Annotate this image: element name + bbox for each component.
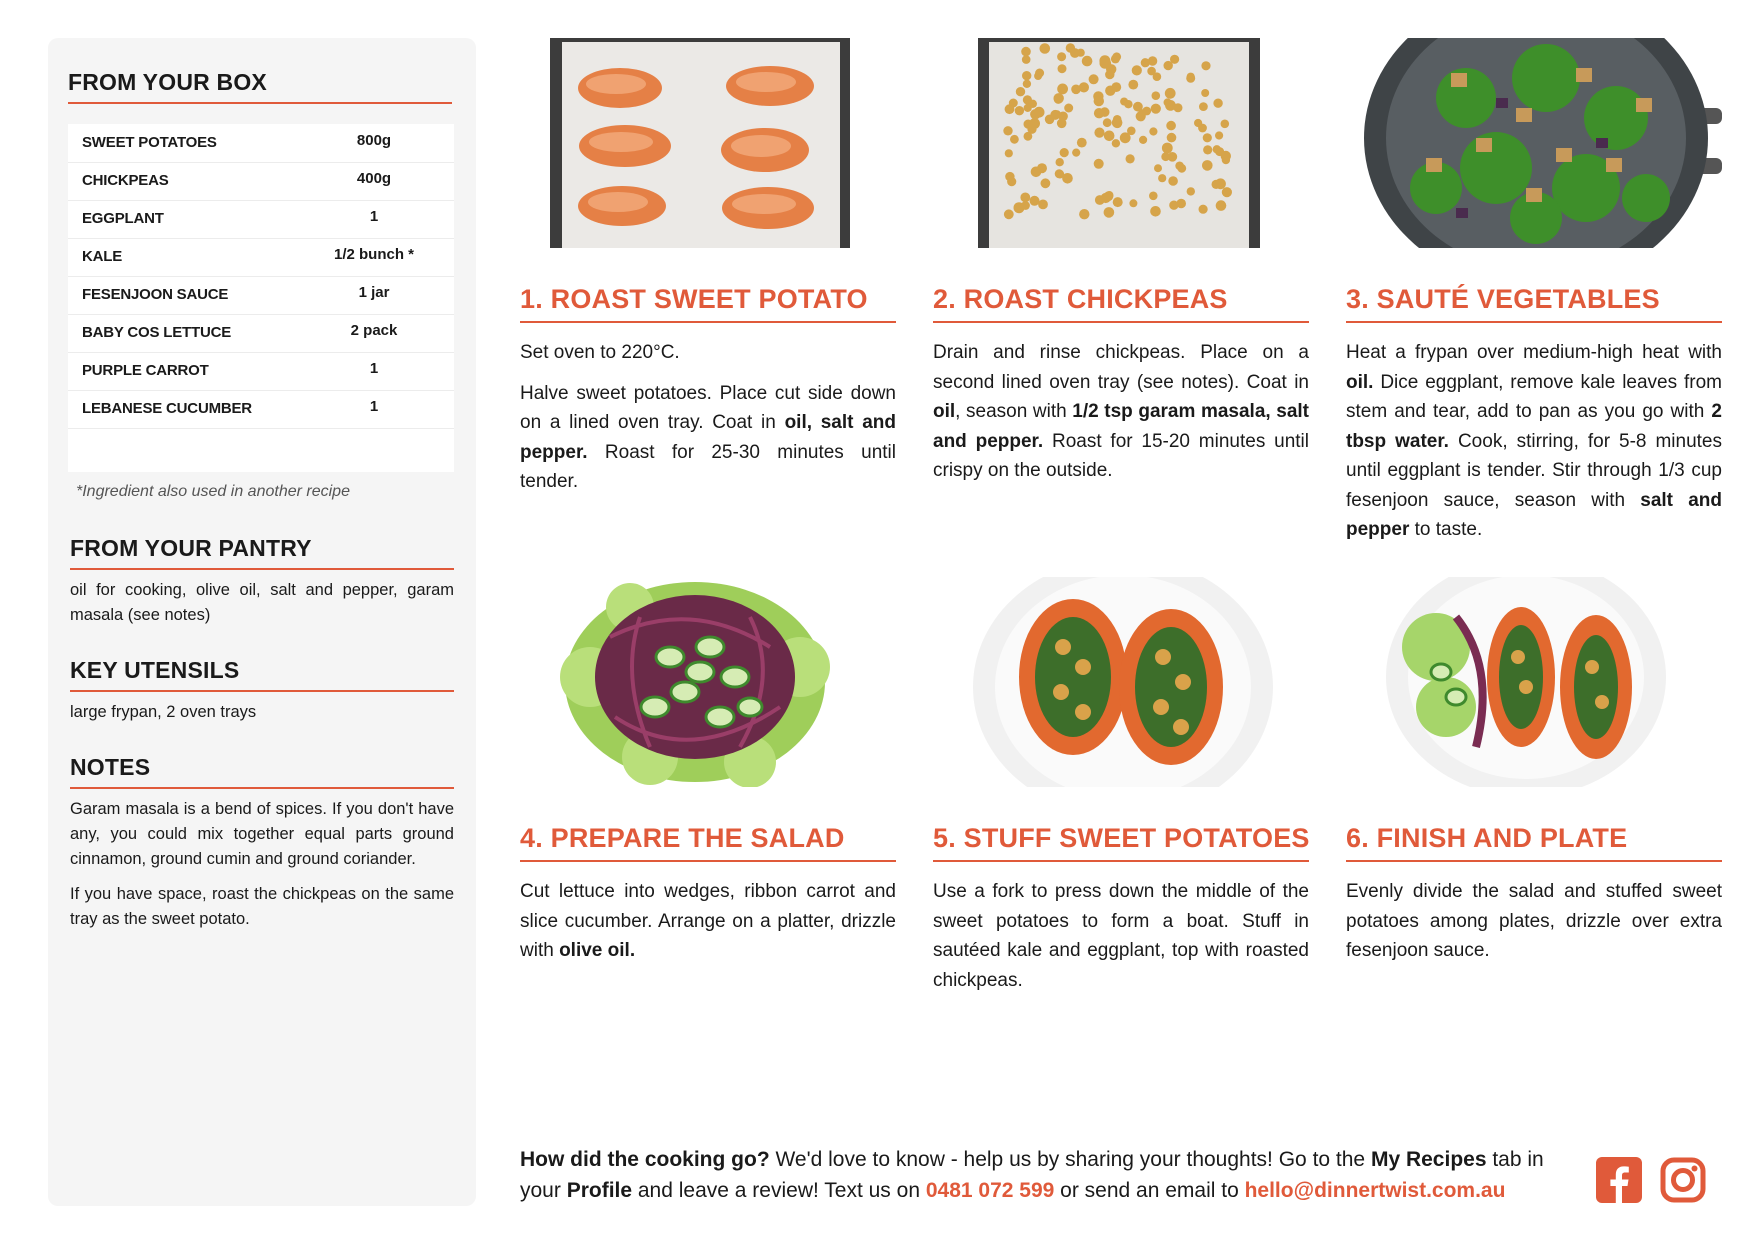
footer-text: We'd love to know - help us by sharing your thoughts! Go to the [769,1148,1371,1171]
body-text: Roast for 15-20 minutes until crispy on the outside. [933,430,1309,481]
chickpea [1060,148,1069,157]
step-paragraph [520,338,896,368]
step-title: 6. FINISH AND PLATE [1346,823,1628,853]
table-row [68,238,454,277]
ingredient-qty: 1 [369,398,379,415]
chickpea [1066,43,1075,52]
table-row [68,124,454,163]
divider [933,860,1309,862]
chickpea [1133,102,1143,112]
chickpea [1203,145,1212,154]
body-text: to taste. [1409,519,1483,540]
ingredients-table [68,124,454,472]
footer-question: How did the cooking go? [520,1148,770,1171]
ingredient-qty: 800g [356,132,392,149]
chickpeas-tray-photo [933,38,1309,248]
chickpea [1142,107,1151,116]
chickpea [1113,197,1123,207]
phone-link[interactable]: 0481 072 599 [925,1179,1055,1202]
step-title: 2. ROAST CHICKPEAS [933,284,1228,314]
chickpea [1031,167,1042,178]
step-body [933,338,1309,497]
step-title: 1. ROAST SWEET POTATO [520,284,868,314]
ingredient-name: KALE [82,248,123,265]
body-text: Heat a frypan over medium-high heat with [1346,342,1722,363]
chickpea [1035,69,1044,78]
chickpea [1112,139,1120,147]
chickpea [1004,209,1014,219]
ingredient-qty: 1/2 bunch * [333,246,415,263]
chickpea [1029,100,1037,108]
chickpea [1139,136,1147,144]
chickpea [1023,80,1031,88]
chickpea [1149,127,1157,135]
notes-text [70,797,454,942]
step-body [1346,338,1722,556]
chickpea [1202,160,1213,171]
utensils-text: large frypan, 2 oven trays [70,703,257,721]
chickpea [1094,159,1104,169]
chickpea [1020,193,1030,203]
chickpea [1201,89,1209,97]
chickpea [1167,133,1177,143]
step-paragraph [520,379,896,497]
ingredient-name: BABY COS LETTUCE [82,324,232,341]
body-text: Use a fork to press down the middle of the sweet potatoes to form a boat. Stuff in sautéed kale and eggplant, top with roasted chickpeas. [933,881,1309,991]
emphasis-text: oil [933,401,956,422]
step-paragraph [520,877,896,966]
chickpea [1105,191,1113,199]
chickpea [1222,187,1232,197]
chickpea [1024,132,1033,141]
footer-text: and leave a review! Text us on [632,1179,926,1202]
body-text: , season with [955,401,1073,422]
ingredient-name: EGGPLANT [82,210,164,227]
chickpea [1120,132,1131,143]
chickpea [1213,145,1221,153]
email-link[interactable]: hello@dinnertwist.com.au [1244,1179,1506,1202]
chickpea [1129,199,1137,207]
chickpea [1005,149,1013,157]
step-paragraph [933,877,1309,995]
chickpea [1158,174,1166,182]
chickpea [1170,55,1179,64]
chickpea [1062,173,1073,184]
chickpea [1071,85,1081,95]
footer-text: tab in your [520,1148,1544,1202]
chickpea [1077,138,1087,148]
chickpea [1150,206,1161,217]
my-recipes-label: My Recipes [1370,1148,1487,1171]
divider [70,787,454,789]
step-body [1346,877,1722,977]
chickpea [1038,200,1048,210]
from-your-pantry-title: FROM YOUR PANTRY [70,535,312,561]
chickpea [1194,119,1202,127]
body-text: Dice eggplant, remove kale leaves from stem and tear, add to pan as you go with [1346,371,1722,422]
instagram-icon[interactable] [1660,1157,1706,1203]
footer-text: or send an email to [1054,1179,1245,1202]
notes-title: NOTES [70,754,151,780]
chickpea [1041,178,1051,188]
chickpea [1007,177,1016,186]
chickpea [1221,120,1230,129]
chickpea [1094,128,1104,138]
chickpea [1030,196,1040,206]
chickpea [1072,149,1080,157]
chickpea [1055,169,1064,178]
chickpea [1034,107,1045,118]
chickpea [1040,43,1051,54]
chickpea [1003,126,1012,135]
from-your-box-title: FROM YOUR BOX [68,69,267,95]
chickpea [1094,108,1104,118]
step-title: 4. PREPARE THE SALAD [520,823,845,853]
ingredient-name: FESENJOON SAUCE [82,286,229,303]
chickpea [1057,84,1068,95]
chickpea [1222,156,1230,164]
frypan-vegetables-photo [1346,38,1722,248]
ingredient-qty: 1 [369,360,379,377]
chickpea [1126,154,1135,163]
chickpea [1165,88,1176,99]
body-text: Cut lettuce into wedges, ribbon carrot and slice cucumber. Arrange on a platter, drizzle with [520,881,896,961]
chickpea [1104,131,1115,142]
ingredient-name: LEBANESE CUCUMBER [82,400,252,417]
table-row [68,390,454,429]
chickpea [1203,133,1212,142]
divider [520,860,896,862]
chickpea [1010,135,1019,144]
chickpea [1105,70,1114,79]
key-utensils-title: KEY UTENSILS [70,657,240,683]
divider [1346,860,1722,862]
ingredient-qty: 1 jar [358,284,390,301]
stuffed-potatoes-photo [933,577,1309,787]
step-paragraph [1346,877,1722,966]
chickpea [1016,87,1025,96]
profile-label: Profile [566,1179,633,1202]
chickpea [1175,162,1184,171]
body-text: Drain and rinse chickpeas. Place on a second lined oven tray (see notes). Coat in [933,342,1309,393]
ingredient-name: CHICKPEAS [82,172,169,189]
step-body [520,877,896,977]
ingredient-qty: 400g [356,170,392,187]
chickpea [1161,152,1170,161]
ingredient-name: SWEET POTATOES [82,134,217,151]
chickpea [1187,187,1195,195]
chickpea [1201,61,1210,70]
chickpea [1151,104,1161,114]
chickpea [1128,80,1138,90]
divider [1346,321,1722,323]
table-row [68,352,454,391]
chickpea [1186,74,1195,83]
note-paragraph: Garam masala is a bend of spices. If you don't have any, you could mix together equal parts ground cinnamon, ground cumin and ground coriander. [70,800,454,868]
chickpea [1022,55,1031,64]
chickpea [1166,121,1176,131]
divider [520,321,896,323]
chickpea [1021,201,1030,210]
ingredient-qty: 2 pack [350,322,398,339]
chickpea [1079,209,1089,219]
chickpea [1199,205,1208,214]
chickpea [1082,56,1093,67]
chickpea [1058,64,1067,73]
chickpea [1199,102,1208,111]
chickpea [1152,91,1161,100]
chickpea [1164,98,1172,106]
ingredient-name: PURPLE CARROT [82,362,209,379]
chickpea [1022,71,1031,80]
body-text: Evenly divide the salad and stuffed sweet potatoes among plates, drizzle over extra fesenjoon sauce. [1346,881,1722,961]
chickpea [1095,195,1105,205]
ingredient-qty: 1 [369,208,379,225]
chickpea [1153,72,1162,81]
chickpea [1104,207,1115,218]
chickpea [1024,120,1033,129]
sweet-potato-tray-photo [520,38,896,248]
feedback-footer [520,1144,1580,1206]
emphasis-text: salt and pepper [1346,489,1722,540]
emphasis-text: 2 tbsp water. [1346,401,1722,452]
emphasis-text: olive oil. [559,940,636,961]
chickpea [1105,86,1115,96]
body-text: Halve sweet potatoes. Place cut side down on a lined oven tray. Coat in [520,382,896,433]
chickpea [1169,201,1178,210]
chickpea [1054,95,1063,104]
divider [70,690,454,692]
step-body [933,877,1309,1006]
chickpea [1053,110,1061,118]
table-row [68,200,454,239]
emphasis-text: oil, salt and pepper. [520,412,896,463]
divider [933,321,1309,323]
ingredient-note: *Ingredient also used in another recipe [76,483,350,500]
step-paragraph [933,338,1309,486]
step-paragraph [1346,338,1722,545]
chickpea [1168,176,1178,186]
step-body [520,338,896,508]
divider [68,102,452,104]
facebook-icon[interactable] [1596,1157,1642,1203]
chickpea [1077,49,1085,57]
divider [70,568,454,570]
salad-platter-photo [520,577,896,787]
chickpea [1113,119,1123,129]
chickpea [1103,118,1112,127]
emphasis-text: oil. [1346,371,1374,393]
body-text: Roast for 25-30 minutes until tender. [520,441,896,492]
chickpea [1111,54,1120,63]
step-title: 3. SAUTÉ VEGETABLES [1346,284,1660,314]
plated-dish-photo [1346,577,1722,787]
chickpea [1089,74,1099,84]
chickpea [1213,99,1222,108]
chickpea [1216,200,1227,211]
step-title: 5. STUFF SWEET POTATOES [933,823,1310,853]
table-row [68,162,454,201]
note-paragraph: If you have space, roast the chickpeas on the same tray as the sweet potato. [70,885,454,928]
chickpea [1056,158,1064,166]
chickpea [1215,178,1226,189]
pantry-text: oil for cooking, olive oil, salt and pepper, garam masala (see notes) [70,581,454,624]
ingredients-sidebar [48,38,476,1206]
chickpea [1154,164,1162,172]
chickpea [1132,65,1142,75]
chickpea [1099,55,1110,66]
chickpea [1149,192,1158,201]
chickpea [1005,104,1015,114]
chickpea [1015,106,1024,115]
chickpea [1021,47,1031,57]
emphasis-text: 1/2 tsp garam masala, salt and pepper. [933,401,1310,452]
body-text: Set oven to 220°C. [520,342,680,363]
chickpea [1215,131,1223,139]
table-row [68,276,454,315]
chickpea [1057,52,1066,61]
chickpea [1064,104,1073,113]
body-text: Cook, stirring, for 5-8 minutes until eggplant is tender. Stir through 1/3 cup fesenjoon sauce, season with [1346,430,1723,511]
chickpea [1141,58,1150,67]
chickpea [1162,143,1173,154]
table-row [68,314,454,353]
chickpea [1094,96,1104,106]
chickpea [1120,98,1128,106]
